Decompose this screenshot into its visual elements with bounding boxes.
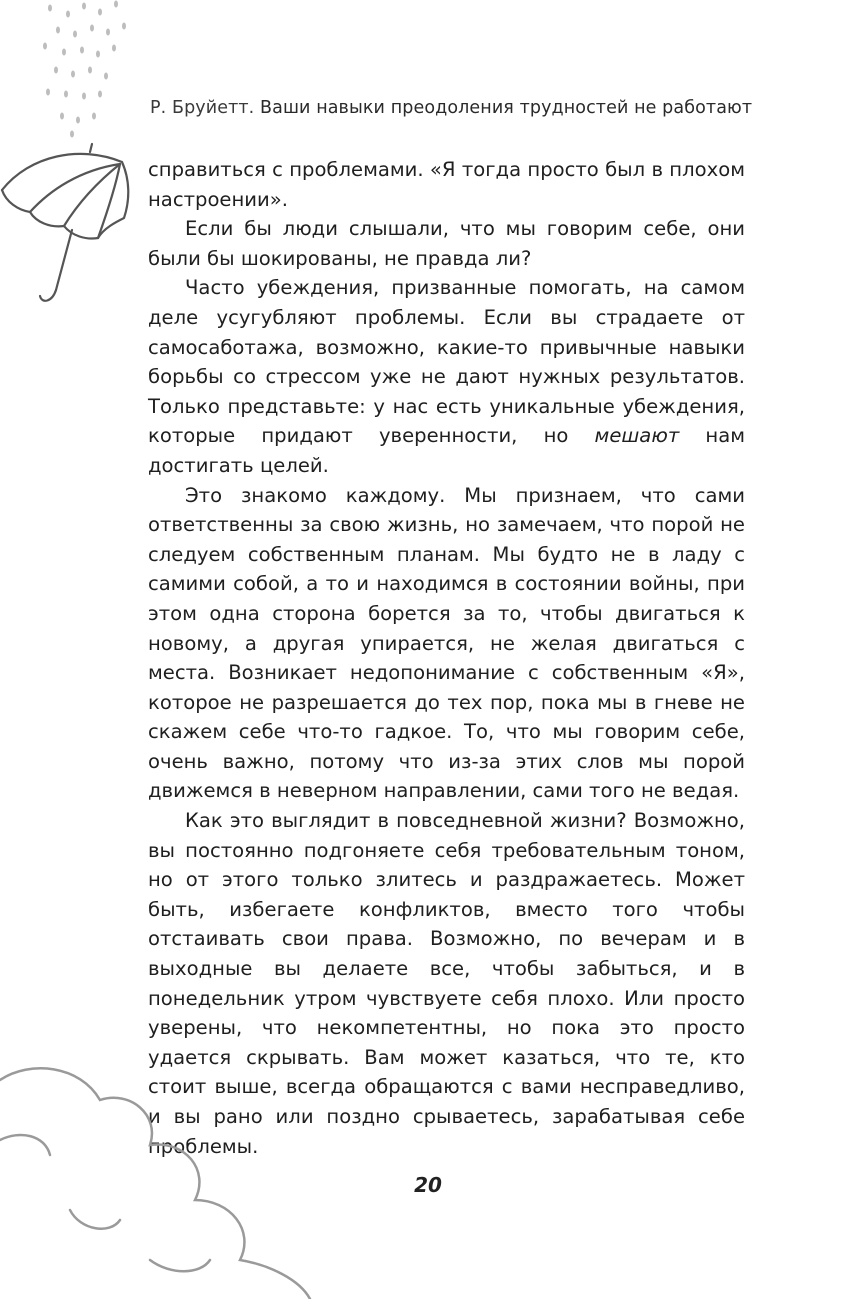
paragraph: Это знакомо каждому. Мы признаем, что сами ответственны за свою жизнь, но замечаем, что порой не следуем собственным планам. Мы будто не в ладу с самими собой, а то и находимся в состоянии войны, при этом одна сторона борется за то, чтобы двигаться к новому, а другая упирается, не желая двигаться с места. Возникает недопонимание с собственным «Я», которое не разрешается до тех пор, пока мы в гневе не скажем себе что-то гадкое. То, что мы говорим себе, очень важно, потому что из-за этих слов мы порой движемся в неверном направлении, сами того не ведая. (148, 483, 745, 803)
umbrella-icon (0, 140, 150, 310)
paragraph: справиться с проблемами. «Я тогда просто был в плохом настроении». (148, 158, 745, 211)
emphasis-text: мешают (594, 424, 680, 448)
paragraph-text: нам достигать целей. (148, 424, 745, 477)
paragraph: Если бы люди слышали, что мы говорим себе, они были бы шокированы, не правда ли? (148, 217, 745, 270)
running-header (150, 98, 753, 118)
body-text (148, 155, 745, 1161)
paragraph (148, 273, 745, 480)
page-number: 20 (414, 1173, 442, 1197)
raindrops-decoration (0, 0, 150, 140)
paragraph-text: Часто убеждения, призванные помогать, на самом деле усугубляют проблемы. Если вы страдаете от самосаботажа, возможно, какие-то привычные навыки борьбы со стрессом уже не дают нужных результатов. Только представьте: у нас есть уникальные убеждения, которые придают уверенности, но (148, 276, 745, 448)
paragraph: Как это выглядит в повседневной жизни? Возможно, вы постоянно подгоняете себя требовательным тоном, но от этого только злитесь и раздражаетесь. Может быть, избегаете конфликтов, вместо того чтобы отстаивать свои права. Возможно, по вечерам и в выходные вы делаете все, чтобы забыться, и в понедельник утром чувствуете себя плохо. Или просто уверены, что некомпетентны, но пока это просто удается скрывать. Вам может казаться, что те, кто стоит выше, всегда обращаются с вами несправедливо, и вы рано или поздно срываетесь, зарабатывая себе проблемы. (148, 809, 745, 1158)
header-author: Р. Бруйетт. (150, 98, 255, 118)
header-book-title: Ваши навыки преодоления трудностей не работают (260, 98, 753, 118)
